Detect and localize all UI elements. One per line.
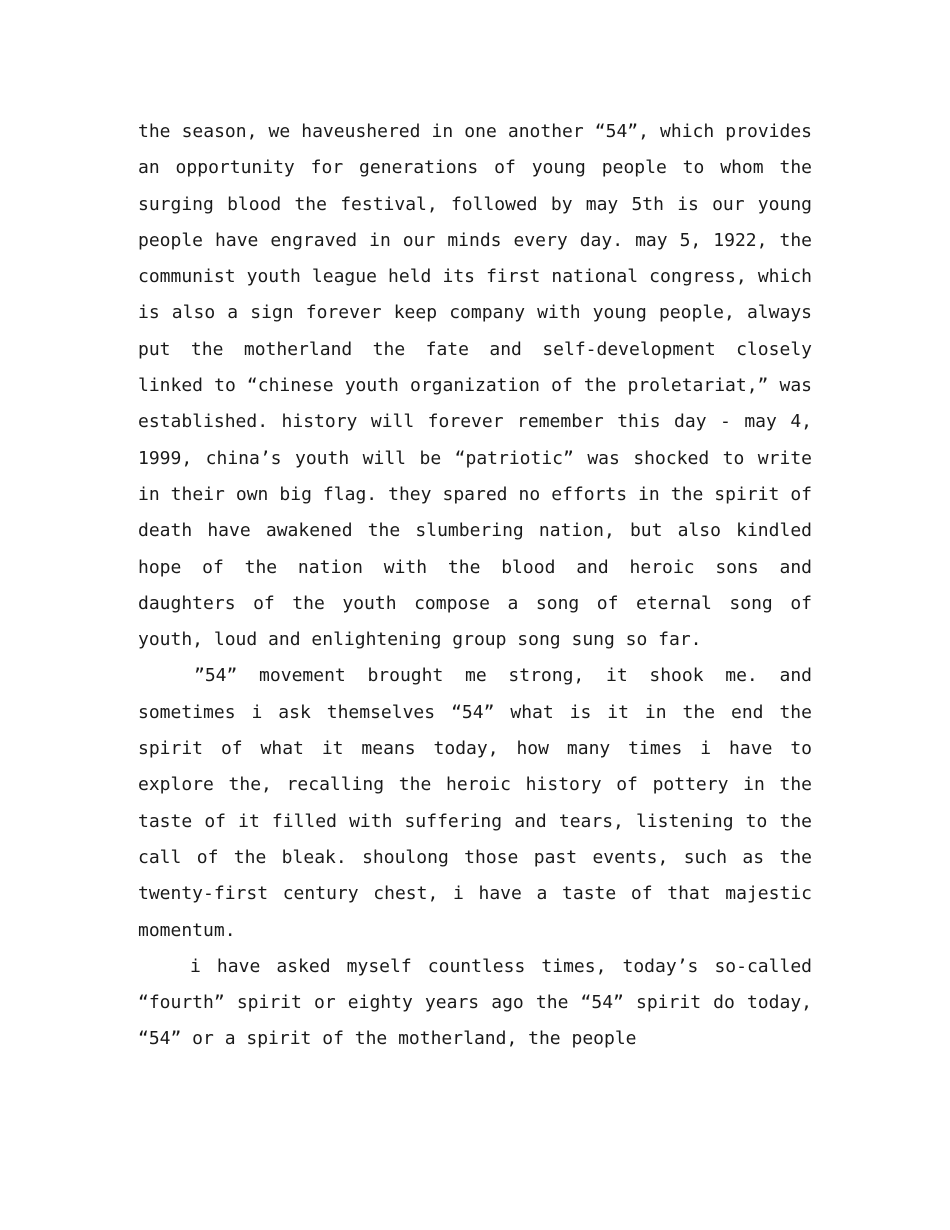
document-body [138,114,812,1058]
paragraph-1: the season, we haveushered in one another “54”, which provides an opportunity for generations of young people to whom the surging blood the festival, followed by may 5th is our young people have engraved in our minds every day. may 5, 1922, the communist youth league held its first national congress, which is also a sign forever keep company with young people, always put the motherland the fate and self-development closely linked to “chinese youth organization of the proletariat,” was established. history will forever remember this day - may 4, 1999, china’s youth will be “patriotic” was shocked to write in their own big flag. they spared no efforts in the spirit of death have awakened the slumbering nation, but also kindled hope of the nation with the blood and heroic sons and daughters of the youth compose a song of eternal song of youth, loud and enlightening group song sung so far. [138,121,812,651]
paragraph-3: i have asked myself countless times, today’s so-called “fourth” spirit or eighty years ago the “54” spirit do today, “54” or a spirit of the motherland, the people [138,955,812,1050]
paragraph-2: ”54” movement brought me strong, it shook me. and sometimes i ask themselves “54” what is it in the end the spirit of what it means today, how many times i have to explore the, recalling the heroic history of pottery in the taste of it filled with suffering and tears, listening to the call of the bleak. shoulong those past events, such as the twenty-first century chest, i have a taste of that majestic momentum. [138,665,812,941]
